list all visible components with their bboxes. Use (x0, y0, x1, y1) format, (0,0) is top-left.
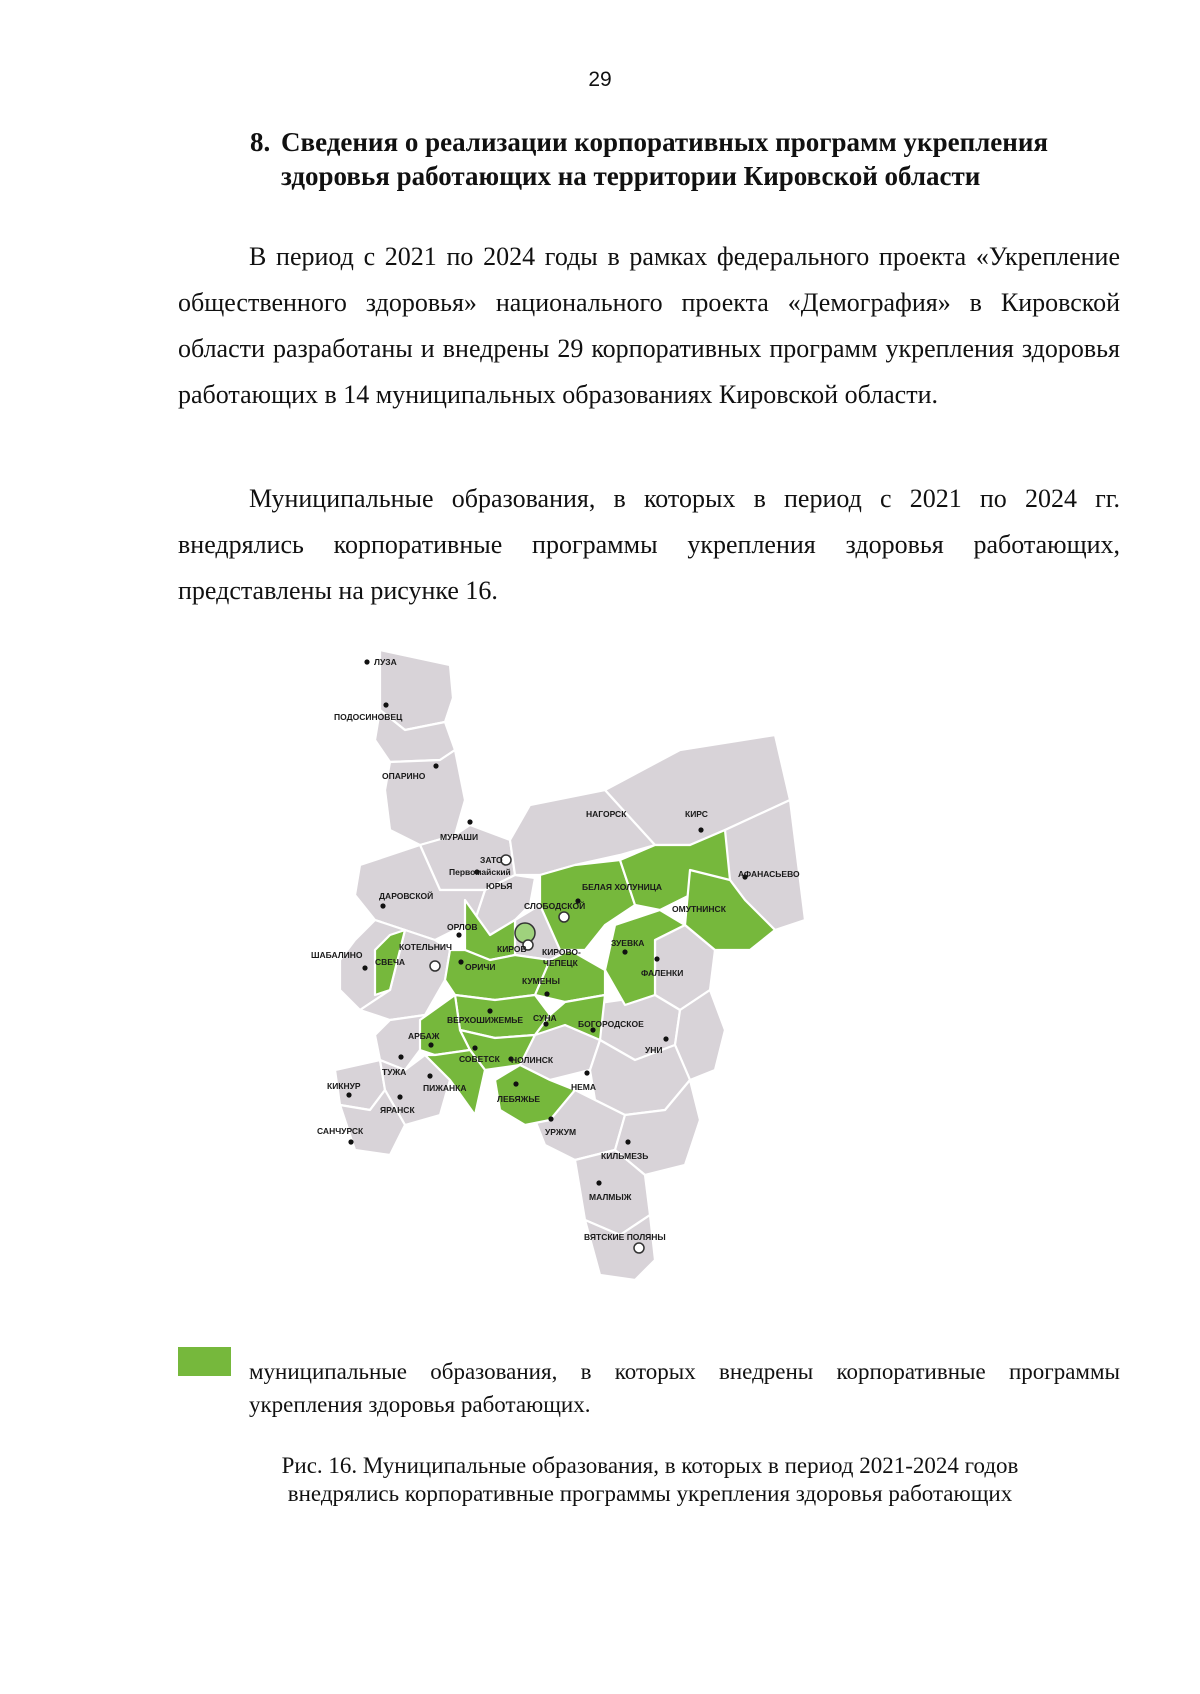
label-kilmez: КИЛЬМЕЗЬ (601, 1151, 649, 1161)
label-uni: УНИ (645, 1045, 663, 1055)
label-orlov: ОРЛОВ (447, 922, 478, 932)
label-murashi: МУРАШИ (440, 832, 479, 842)
paragraph-1: В период с 2021 по 2024 годы в рамках федерального проекта «Укрепление общественного здоровья» национального проекта «Демография» в Кировской области разработаны и внедрены 29 корпоративных программ укрепления здоровья работающих в 14 муниципальных образованиях Кировской области. (178, 242, 1120, 409)
label-malmyzh: МАЛМЫЖ (589, 1192, 632, 1202)
legend-text: муниципальные образования, в которых внедрены корпоративные программы укрепления здоровья работающих. (249, 1359, 1120, 1417)
label-yurya: ЮРЬЯ (486, 881, 513, 891)
section-heading (250, 125, 1120, 191)
label-podosinovets: ПОДОСИНОВЕЦ (334, 712, 403, 722)
label-daravskoy: ДАРОВСКОЙ (379, 891, 434, 901)
label-kotelnich: КОТЕЛЬНИЧ (399, 942, 452, 952)
caption-line-2: внедрялись корпоративные программы укрепления здоровья работающих (287, 1481, 1013, 1506)
label-pizhanka: ПИЖАНКА (423, 1083, 467, 1093)
figure-caption (200, 1452, 1100, 1508)
label-suna: СУНА (533, 1013, 557, 1023)
label-afanasyevo: АФАНАСЬЕВО (738, 869, 800, 879)
label-belaya-kholunitsa: БЕЛАЯ ХОЛУНИЦА (582, 882, 663, 892)
region-oparino (385, 750, 465, 845)
label-urzhum: УРЖУМ (545, 1127, 577, 1137)
label-falenki: ФАЛЕНКИ (641, 968, 684, 978)
label-kiknur: КИКНУР (327, 1081, 361, 1091)
city-marker-vyatskie-polyany (634, 1243, 644, 1253)
label-bogorodskoe: БОГОРОДСКОЕ (578, 1019, 644, 1029)
heading-line-2: здоровья работающих на территории Кировской области (281, 161, 981, 191)
label-oparino: ОПАРИНО (382, 771, 426, 781)
label-yaransk: ЯРАНСК (380, 1105, 415, 1115)
label-arbazh: АРБАЖ (408, 1031, 440, 1041)
label-pervomaisky: Первомайский (449, 867, 511, 877)
label-kirs: КИРС (685, 809, 708, 819)
label-sovetsk: СОВЕТСК (459, 1054, 500, 1064)
map-svg (311, 650, 875, 1350)
city-marker-slobodskoy (559, 912, 569, 922)
city-marker-kirov (515, 923, 535, 943)
paragraph-2: Муниципальные образования, в которых в период с 2021 по 2024 гг. внедрялись корпоративные программы укрепления здоровья работающих, представлены на рисунке 16. (178, 484, 1120, 605)
label-svecha: СВЕЧА (375, 957, 406, 967)
label-vyatskie-polyany: ВЯТСКИЕ ПОЛЯНЫ (584, 1232, 666, 1242)
label-verkhoshizhemye: ВЕРХОШИЖЕМЬЕ (447, 1015, 524, 1025)
label-kirovo-chepetsk-2: ЧЕПЕЦК (543, 958, 578, 968)
city-marker-kotelnich (430, 961, 440, 971)
caption-line-1: Рис. 16. Муниципальные образования, в которых в период 2021-2024 годов (281, 1453, 1019, 1478)
heading-number: 8. (250, 127, 271, 157)
region-orichi (445, 950, 550, 1000)
label-luza: ЛУЗА (374, 657, 397, 667)
label-nagorsk: НАГОРСК (586, 809, 627, 819)
label-slobodskoy: СЛОБОДСКОЙ (524, 901, 586, 911)
label-kirovo-chepetsk-1: КИРОВО- (542, 947, 581, 957)
label-lebyazhye: ЛЕБЯЖЬЕ (497, 1094, 541, 1104)
label-kirov: КИРОВ (497, 944, 527, 954)
label-nema: НЕМА (571, 1082, 597, 1092)
label-nolinsk: НОЛИНСК (511, 1055, 554, 1065)
label-zuevka: ЗУЕВКА (611, 938, 645, 948)
label-shabalino: ШАБАЛИНО (311, 950, 363, 960)
heading-line-1 (250, 125, 1120, 159)
page-number: 29 (588, 68, 612, 91)
legend-swatch (178, 1347, 231, 1376)
label-tuzha: ТУЖА (382, 1067, 407, 1077)
label-sanchursk: САНЧУРСК (317, 1126, 364, 1136)
label-kumeny: КУМЕНЫ (522, 976, 560, 986)
heading-line1-text: Сведения о реализации корпоративных программ укрепления (281, 127, 1049, 157)
label-zato: ЗАТО (480, 855, 503, 865)
kirov-region-map (311, 650, 875, 1350)
label-omutninsk: ОМУТНИНСК (672, 904, 726, 914)
label-orichi: ОРИЧИ (465, 962, 496, 972)
